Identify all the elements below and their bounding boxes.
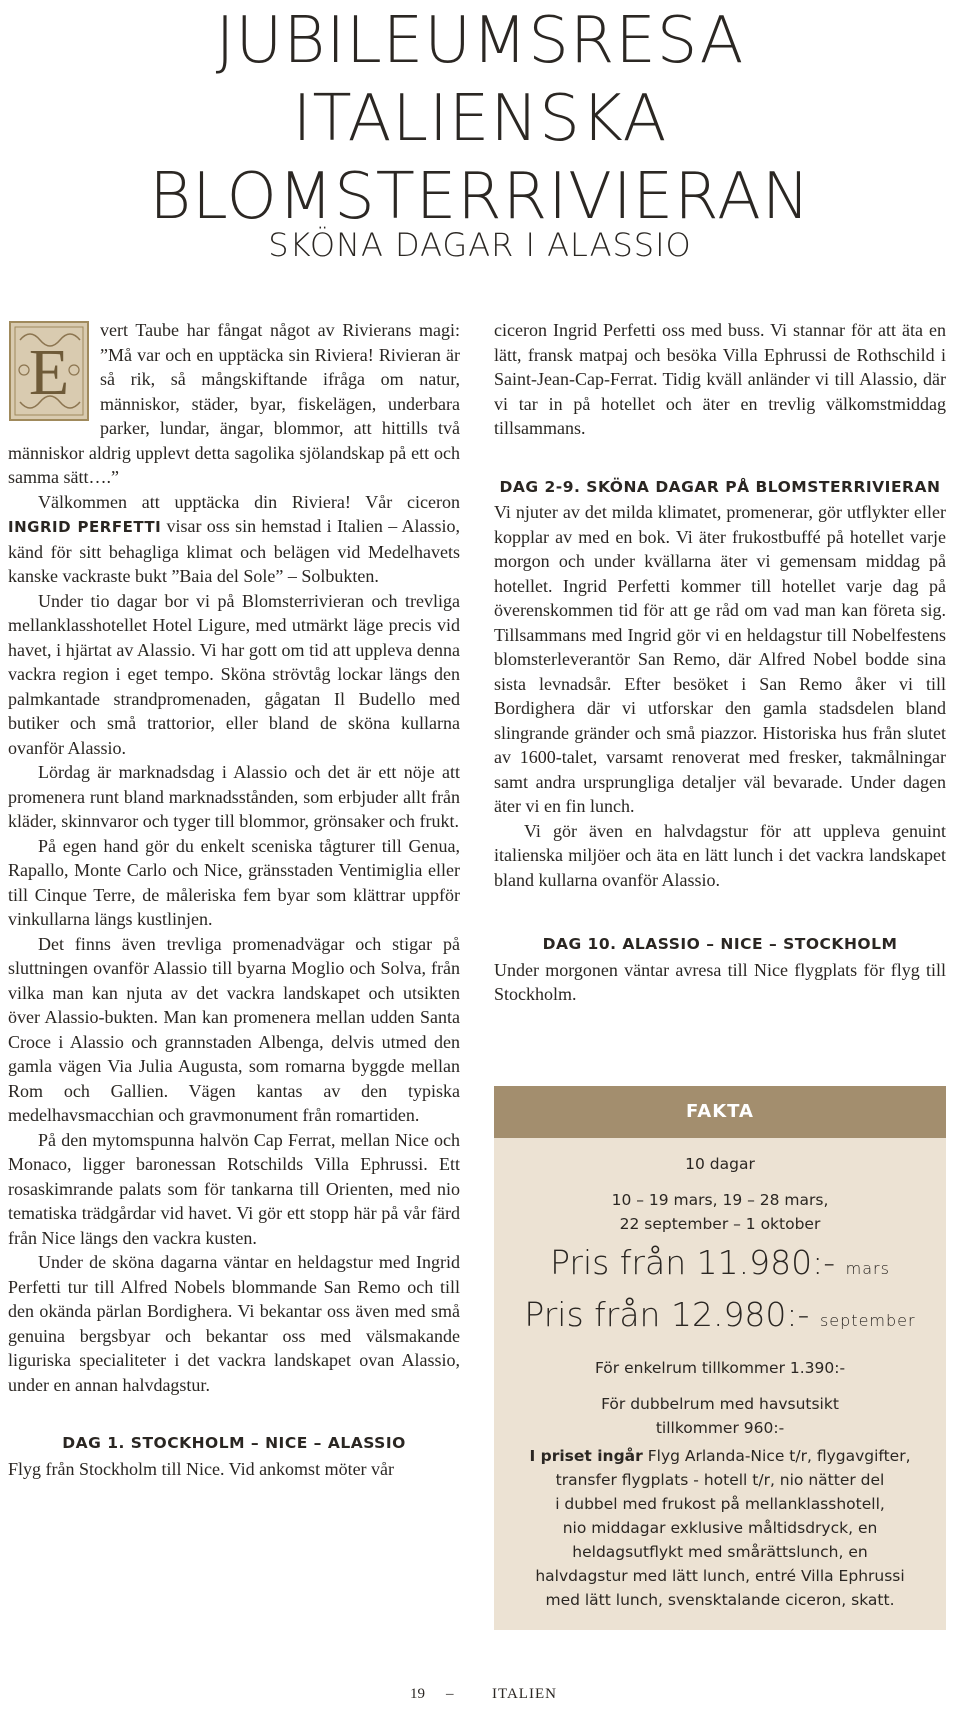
fakta-body [494, 1138, 946, 1612]
welcome-text-b: visar oss sin hemstad i Italien – Alassio, känd för sitt behagliga klimat och belägen vid Medelhavets kanske vackraste bukt ”Baia del Sole” – Solbukten. [8, 516, 460, 586]
cap-ferrat-paragraph: På den mytomspunna halvön Cap Ferrat, mellan Nice och Monaco, ligger baronessan Rotschilds Villa Ephrussi. Ett rosaskimrande palats som för tankarna till Orienten, med nio tematiska trädgårdar vid havet. Vi gör ett stopp här på vår färd från Nice längs den vackra kusten. [8, 1129, 460, 1248]
page-subtitle: SKÖNA DAGAR I ALASSIO [268, 226, 692, 264]
welcome-paragraph [8, 490, 460, 589]
svg-text:E: E [28, 336, 70, 409]
day10-text: Under morgonen väntar avresa till Nice flygplats för flyg till Stockholm. [494, 959, 946, 1004]
section-name: ITALIEN [492, 1686, 557, 1702]
footer-dash: – [446, 1686, 454, 1702]
day2-paragraph-2: Vi gör även en halvdagstur för att uppleva genuint italienska miljöer och äta en lätt lunch i det vackra landskapet bland kullarna ovanför Alassio. [494, 820, 946, 890]
day10-heading: DAG 10. ALASSIO – NICE – STOCKHOLM [542, 935, 898, 953]
price-september [494, 1292, 946, 1344]
title-line-1: JUBILEUMSRESA [215, 4, 745, 78]
fakta-heading: FAKTA [494, 1086, 946, 1138]
title-line-2: ITALIENSKA [292, 82, 668, 156]
welcome-text-a: Välkommen att upptäcka din Riviera! Vår ciceron [38, 491, 460, 512]
right-column [494, 318, 946, 1007]
price-september-unit: september [819, 1311, 916, 1330]
fakta-double-sea-1: För dubbelrum med havsutsikt [601, 1395, 839, 1413]
fakta-box [494, 1086, 946, 1630]
fakta-included-label: I priset ingår [529, 1447, 643, 1465]
day2-heading: DAG 2-9. SKÖNA DAGAR PÅ BLOMSTERRIVIERAN [499, 477, 941, 496]
excursion-paragraph: Under de sköna dagarna väntar en heldagstur med Ingrid Perfetti tur till Alfred Nobels blommande San Remo och till den okända pärlan Bordighera. Vi bekantar oss även med små genuina bergsbyar och bekantar oss med välsmakande liguriska specialiteter i det vackra landskapet ovan Alassio, under en annan halvdagstur. [8, 1252, 460, 1395]
fakta-included-6: halvdagstur med lätt lunch, entré Villa Ephrussi [535, 1567, 905, 1585]
fakta-single-room: För enkelrum tillkommer 1.390:- [594, 1359, 846, 1377]
title-line-3: BLOMSTERRIVIERAN [149, 160, 811, 234]
hotel-paragraph: Under tio dagar bor vi på Blomsterrivieran och trevliga mellanklasshotellet Hotel Ligure, med utmärkt läge precis vid havet, i hjärtat av Alassio. Vi har gott om tid att uppleva denna vackra region i eget tempo. Sköna strövtåg lockar längs den palmkantade strandpromenaden, gågatan Il Budello med butiker och små trattorior, eller bland de sköna kullarna ovanför Alassio. [8, 590, 460, 758]
fakta-included-2: transfer flygplats - hotell t/r, nio nätter del [555, 1471, 885, 1489]
fakta-included-4: nio middagar exklusive måltidsdryck, en [562, 1519, 878, 1537]
day2-paragraph-1: Vi njuter av det milda klimatet, promenerar, gör utflykter eller kopplar av med en bok. Vi äter frukostbuffé på hotellet varje morgon och under kvällarna äter vi gemensam middag på hotellet. Ingrid Perfetti kommer till hotellet varje dag på överenskommen tid för att ge råd om vad man kan företa sig. Tillsammans med Ingrid gör vi en heldagstur till Nobelfestens blomsterleverantör San Remo, där Alfred Nobel bodde sina sista levnadsår. Efter besöket i San Remo åker vi till Bordighera där vi utforskar den gamla stadsdelen bland slingrande gränder och små piazzor. Historiska hus från slutet av 1600-talet, varsamt renoverat med fresker, takmålningar samt andra ursprungliga detaljer väl bevarade. Under dagen äter vi en fin lunch. [494, 502, 946, 816]
left-column [8, 318, 460, 1481]
fakta-included-text-1: Flyg Arlanda-Nice t/r, flygavgifter, [647, 1447, 911, 1465]
guide-name: INGRID PERFETTI [8, 518, 162, 536]
price-september-amount: Pris från 12.980:- [524, 1295, 810, 1334]
train-paragraph: På egen hand gör du enkelt sceniska tågturer till Genua, Rapallo, Monte Carlo och Nice, gränsstaden Ventimiglia eller till Cinque Terre, de måleriska fem byar som klättrar uppför vinkullarna längs kustlinjen. [8, 835, 460, 929]
price-march-amount: Pris från 11.980:- [550, 1243, 836, 1282]
fakta-duration: 10 dagar [685, 1155, 755, 1173]
fakta-included-3: i dubbel med frukost på mellanklasshotell, [555, 1495, 885, 1513]
day1-continued: ciceron Ingrid Perfetti oss med buss. Vi stannar för att äta en lätt, fransk matpaj och besöka Villa Ephrussi de Rothschild i Saint-Jean-Cap-Ferrat. Tidig kväll anländer vi till Alassio, där vi tar in på hotellet och äter en trevlig välkomstmiddag tillsammans. [494, 320, 946, 438]
fakta-included-5: heldagsutflykt med smårättslunch, en [572, 1543, 868, 1561]
dropcap-icon [8, 320, 90, 422]
fakta-dates-1: 10 – 19 mars, 19 – 28 mars, [611, 1191, 829, 1209]
intro-text: vert Taube har fångat något av Rivierans magi: ”Må var och en upptäcka sin Riviera! Rivieran är så rik, så mångskiftande ifråga om natur, människor, städer, byar, fiskelägen, underbara parker, lundar, ängar, blommor, att hittills två människor aldrig upplevt detta sagolika sjölandskap på ett och samma sätt….” [8, 320, 460, 487]
day1-text: Flyg från Stockholm till Nice. Vid ankomst möter vår [8, 1458, 395, 1479]
fakta-double-sea-2: tillkommer 960:- [655, 1419, 785, 1437]
market-paragraph: Lördag är marknadsdag i Alassio och det är ett nöje att promenera runt bland marknadsstånden, som erbjuder allt från kläder, skinnvaror och tyger till blommor, grönsaker och frukt. [8, 762, 460, 831]
fakta-dates-2: 22 september – 1 oktober [619, 1215, 821, 1233]
price-march-unit: mars [845, 1259, 890, 1278]
fakta-included-7: med lätt lunch, svensktalande ciceron, skatt. [545, 1591, 895, 1609]
page-number: 19 [410, 1686, 425, 1702]
intro-paragraph [8, 318, 460, 490]
walks-paragraph: Det finns även trevliga promenadvägar och stigar på sluttningen ovanför Alassio till byarna Moglio och Solva, från vilka man kan njuta av det vackra landskapet och utsikten över Alassio-bukten. Man kan promenera mellan udden Santa Croce i Alassio och grannstaden Albenga, delvis utmed den gamla vägen Via Julia Augusta, som romarna byggde mellan Rom och Gallien. Vägen kantas av den typiska medelhavsmacchian och gravmonument från romartiden. [8, 933, 460, 1125]
day1-heading: DAG 1. STOCKHOLM – NICE – ALASSIO [62, 1434, 406, 1452]
fakta-included-1 [494, 1444, 946, 1468]
price-march [494, 1240, 946, 1292]
page-title [0, 2, 960, 236]
